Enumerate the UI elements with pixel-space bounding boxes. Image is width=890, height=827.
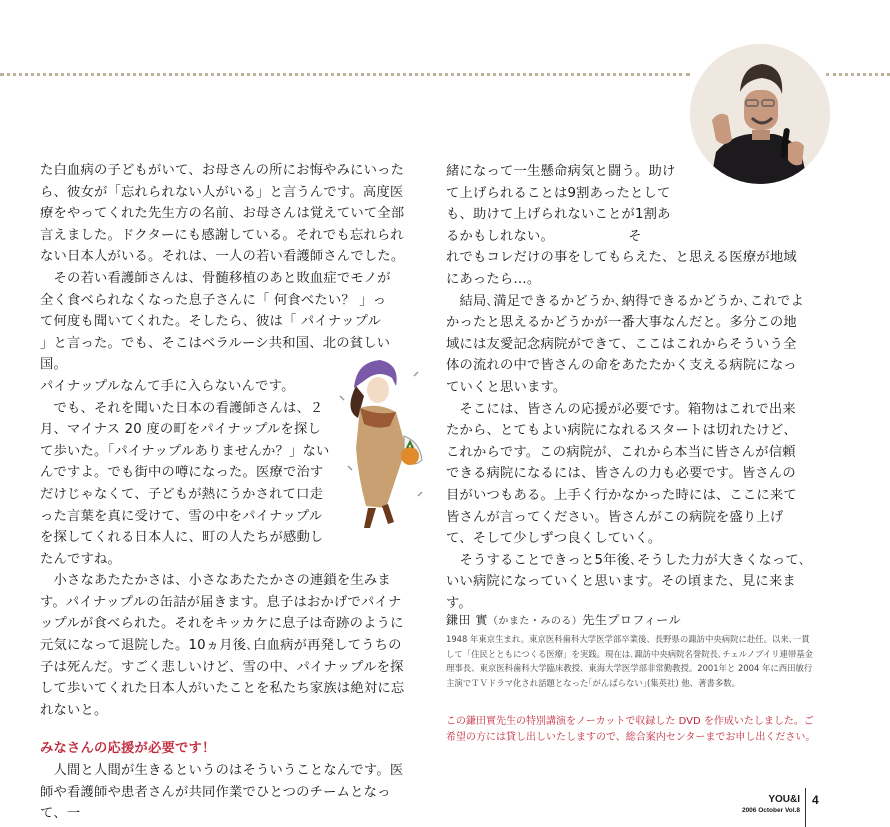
body-paragraph: 緒になって一生懸命病気と闘う。助けて上げられることは9割あったとしても、助けて上げられないことが1割あるかもしれない。 そ xyxy=(446,164,676,244)
body-paragraph: 人間と人間が生きるというのはそういうことなんです。医師や看護師や患者さんが共同作業でひとつのチームとなって、一 xyxy=(40,763,404,822)
body-paragraph: でも、それを聞いた日本の看護師さんは、２月、マイナス 20 度の町をパイナップルを探して歩いた。「パイナップルありませんか？」ないんですよ。でも街中の噂になった。医療で治すだけじゃなくて、子どもが熱にうかされて口走った言葉を真に受けて、雪の中をパイナップルを探してくれる日本人に、町の人たちが感動したんですね。 xyxy=(40,400,330,567)
right-column xyxy=(446,161,808,614)
body-paragraph: 小さなあたたかさは、小さなあたたかさの連鎖を生みます。パイナップルの缶詰が届きます。息子はおかげでパイナップルが食べられた。それをキッカケに息子は奇跡のように元気になって退院した。10ヵ月後､白血病が再発してうちの子は死んだ。すごく悲しいけど、雪の中、パイナップルを探して歩いてくれた日本人がいたことを私たち家族は絶対に忘れないと。 xyxy=(40,573,405,718)
profile-name: 鎌田 實 xyxy=(446,613,488,627)
dotted-rule-left xyxy=(0,73,690,76)
body-paragraph: パイナップルなんて手に入らないんです。 xyxy=(40,378,295,394)
issue-label: 2006 October Vol.8 xyxy=(741,807,800,814)
magazine-title: YOU&I xyxy=(768,794,800,805)
author-profile xyxy=(446,612,818,690)
body-paragraph: そこには、皆さんの応援が必要です。箱物はこれで出来たから、とてもよい病院になれるスタートは切れたけど、これからです。この病院が、これから本当に皆さんが信頼できる病院になるには、皆さんの力も必要です。皆さんの目がいつもある。上手く行かなかった時には、ここに来て皆さんが言ってください。皆さんがこの病院を盛り上げて、そして少しずつ良くしていく。 xyxy=(446,401,797,547)
section-heading: みなさんの応援が必要です！ xyxy=(40,741,216,757)
profile-description: 1948 年東京生まれ。東京医科歯科大学医学部卒業後、長野県の諏訪中央病院に赴任。以来､一貫して「住民とともにつくる医療」を実践。現在は､諏訪中央病院名誉院長､チェルノブイリ連帯基金理事長、東京医科歯科大学臨床教授、東海大学医学部非常勤教授。2001年と 2004 年に西田敏行主演でＴＶドラマ化され話題となった｢がんばらない｣(集英社) 他、著書多数。 xyxy=(446,634,813,688)
body-paragraph: 結局､満足できるかどうか､納得できるかどうか､これでよかったと思えるかどうかが一番大事なんだと。多分この地域には友愛記念病院ができて、ここはこれからそういう全体の流れの中で皆さんの命をあたたかく支える病院になっていくと思います。 xyxy=(446,293,804,395)
pineapple-woman-illustration xyxy=(334,356,426,534)
footer-magazine-block xyxy=(740,794,800,815)
dvd-notice: この鎌田實先生の特別講演をノーカットで収録した DVD を作成いたしました。ご希望の方には貸し出しいたしますので、総合案内センターまでお申し出ください。 xyxy=(446,716,816,743)
footer-divider xyxy=(805,788,806,827)
profile-reading: （かまた・みのる） xyxy=(487,616,583,627)
dotted-rule-right xyxy=(826,73,890,76)
body-paragraph: その若い看護師さんは、骨髄移植のあと敗血症でモノが全く食べられなくなった息子さんに「 何食べたい？ 」って何度も聞いてくれた。そしたら、彼は「 パイナップル 」と言った。でも、そこはベラルーシ共和国、北の貧しい国。 xyxy=(40,270,391,373)
body-paragraph: そうすることできっと5年後､そうした力が大きくなって､いい病院になっていくと思います。その頃また、見に来ます。 xyxy=(446,552,806,611)
body-paragraph: た白血病の子どもがいて、お母さんの所にお悔やみにいったら、彼女が「忘れられない人がいる」と言うんです。高度医療をやってくれた先生方の名前、お母さんは覚えていて全部言えました。ドクターにも感謝している。それでも忘れられない日本人がいる。それは、一人の若い看護師さんでした。 xyxy=(40,163,405,265)
profile-label: 先生プロフィール xyxy=(582,613,682,627)
profile-heading xyxy=(446,612,818,630)
page-number: 4 xyxy=(812,793,819,807)
body-paragraph: れでもコレだけの事をしてもらえた、と思える医療が地域にあったら…。 xyxy=(446,250,797,287)
